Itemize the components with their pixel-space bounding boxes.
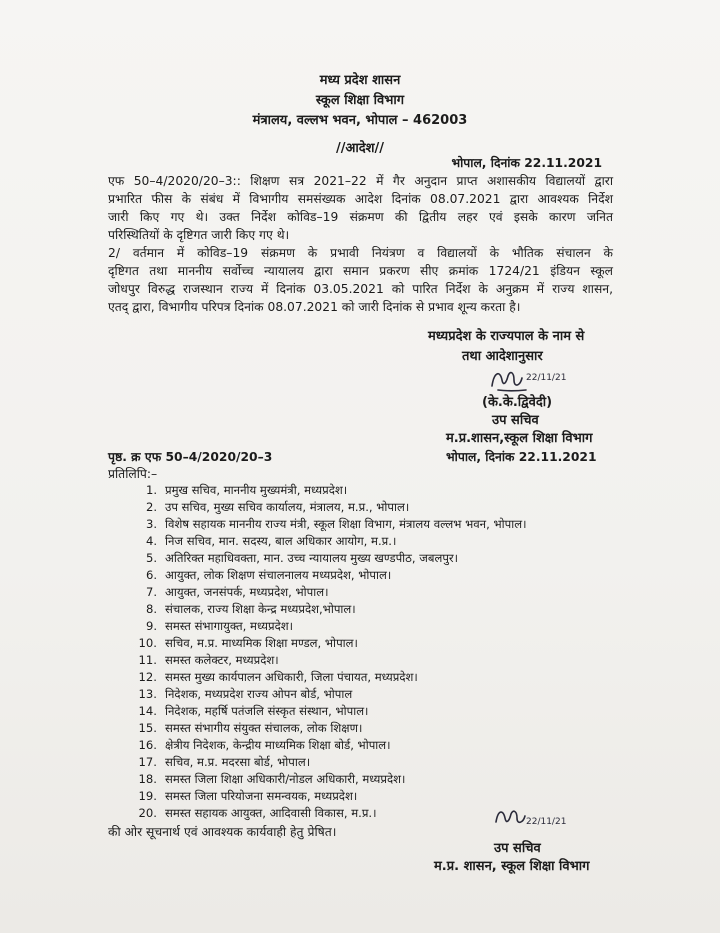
header-address: मंत्रालय, वल्लभ भवन, भोपाल – 462003 <box>252 113 468 128</box>
signatory-order-line: तथा आदेशानुसार <box>462 349 543 364</box>
paragraph-2-line: जोधपुर विरुद्ध राजस्थान राज्य में दिनांक 03.05.2021 को पारित निर्देश के अनुक्रम में राज्य शासन, <box>108 282 613 296</box>
paragraph-1-line: जारी किए गए थे। उक्त निर्देश कोविड–19 संक्रमण की द्वितीय लहर एवं इसके कारण जनित <box>108 210 613 224</box>
signatory-2-office: म.प्र. शासन, स्कूल शिक्षा विभाग <box>434 859 590 874</box>
list-item: 11. समस्त कलेक्टर, मध्यप्रदेश। <box>138 653 279 667</box>
list-item: 4. निज सचिव, मान. सदस्य, बाल अधिकार आयोग, म.प्र.। <box>145 534 397 548</box>
list-item: 15. समस्त संभागीय संयुक्त संचालक, लोक शिक्षण। <box>138 721 363 735</box>
paragraph-2-line: दृष्टिगत तथा माननीय सर्वोच्च न्यायालय द्वारा समान प्रकरण सीए क्रमांक 1724/21 इंडियन स्कूल <box>108 264 613 278</box>
paragraph-1-line: एफ 50–4/2020/20–3:: शिक्षण सत्र 2021–22 में गैर अनुदान प्राप्त अशासकीय विद्यालयों द्वारा <box>108 174 613 188</box>
list-item: 1. प्रमुख सचिव, माननीय मुख्यमंत्री, मध्यप्रदेश। <box>145 483 348 497</box>
list-item: 10. सचिव, म.प्र. माध्यमिक शिक्षा मण्डल, भोपाल। <box>138 636 358 650</box>
signatory-authority-line: मध्यप्रदेश के राज्यपाल के नाम से <box>428 329 585 344</box>
list-item: 7. आयुक्त, जनसंपर्क, मध्यप्रदेश, भोपाल। <box>145 585 329 599</box>
order-date: भोपाल, दिनांक 22.11.2021 <box>451 156 602 170</box>
header-government: मध्य प्रदेश शासन <box>319 73 401 88</box>
closing-line: की ओर सूचनार्थ एवं आवश्यक कार्यवाही हेतु प्रेषित। <box>108 825 337 839</box>
paragraph-1-line: प्रभारित फीस के संबंध में विभागीय समसंख्यक आदेश दिनांक 08.07.2021 द्वारा आवश्यक निर्देश <box>108 192 613 206</box>
signatory-office: म.प्र.शासन,स्कूल शिक्षा विभाग <box>446 431 593 446</box>
paragraph-2-line: 2/ वर्तमान में कोविड–19 संक्रमण के प्रभावी नियंत्रण व विद्यालयों के भौतिक संचालन के <box>108 246 613 260</box>
paragraph-1-line: परिस्थितियों के दृष्टिगत जारी किए गए थे। <box>108 228 290 242</box>
list-item: 8. संचालक, राज्य शिक्षा केन्द्र मध्यप्रदेश,भोपाल। <box>145 602 356 616</box>
signatory-2-designation: उप सचिव <box>494 841 541 856</box>
list-item: 17. सचिव, म.प्र. मदरसा बोर्ड, भोपाल। <box>138 755 311 769</box>
list-item: 2. उप सचिव, मुख्य सचिव कार्यालय, मंत्रालय, म.प्र., भोपाल। <box>145 500 410 514</box>
order-title: //आदेश// <box>335 141 385 156</box>
list-item: 3. विशेष सहायक माननीय राज्य मंत्री, स्कूल शिक्षा विभाग, मंत्रालय वल्लभ भवन, भोपाल। <box>145 517 527 531</box>
signature-image-2 <box>488 800 578 836</box>
list-item: 14. निदेशक, महर्षि पतंजलि संस्कृत संस्थान, भोपाल। <box>138 704 369 718</box>
copy-to-label: प्रतिलिपि:– <box>108 467 158 481</box>
endorsement-ref: पृष्ठ. क्र एफ 50–4/2020/20–3 <box>108 450 273 464</box>
list-item: 5. अतिरिक्त महाधिवक्ता, मान. उच्च न्यायालय मुख्य खण्डपीठ, जबलपुर। <box>145 551 459 565</box>
signature-date: 22/11/21 <box>526 373 567 383</box>
list-item: 20. समस्त सहायक आयुक्त, आदिवासी विकास, म.प्र.। <box>138 806 377 820</box>
list-item: 9. समस्त संभागायुक्त, मध्यप्रदेश। <box>145 619 294 633</box>
list-item: 12. समस्त मुख्य कार्यपालन अधिकारी, जिला पंचायत, मध्यप्रदेश। <box>138 670 418 684</box>
header-department: स्कूल शिक्षा विभाग <box>315 93 405 108</box>
list-item: 18. समस्त जिला शिक्षा अधिकारी/नोडल अधिकारी, मध्यप्रदेश। <box>138 772 406 786</box>
signature-2-date: 22/11/21 <box>526 817 567 827</box>
signatory-designation: उप सचिव <box>492 413 539 428</box>
paragraph-2-line: एतद् द्वारा, विभागीय परिपत्र दिनांक 08.07.2021 को जारी दिनांक से प्रभाव शून्य करता है। <box>108 300 521 314</box>
list-item: 13. निदेशक, मध्यप्रदेश राज्य ओपन बोर्ड, भोपाल <box>138 687 353 701</box>
signatory-date: भोपाल, दिनांक 22.11.2021 <box>446 450 597 464</box>
list-item: 19. समस्त जिला परियोजना समन्वयक, मध्यप्रदेश। <box>138 789 358 803</box>
signatory-name: (के.के.द्विवेदी) <box>482 395 553 410</box>
list-item: 16. क्षेत्रीय निदेशक, केन्द्रीय माध्यमिक शिक्षा बोर्ड, भोपाल। <box>138 738 391 752</box>
list-item: 6. आयुक्त, लोक शिक्षण संचालनालय मध्यप्रदेश, भोपाल। <box>145 568 392 582</box>
